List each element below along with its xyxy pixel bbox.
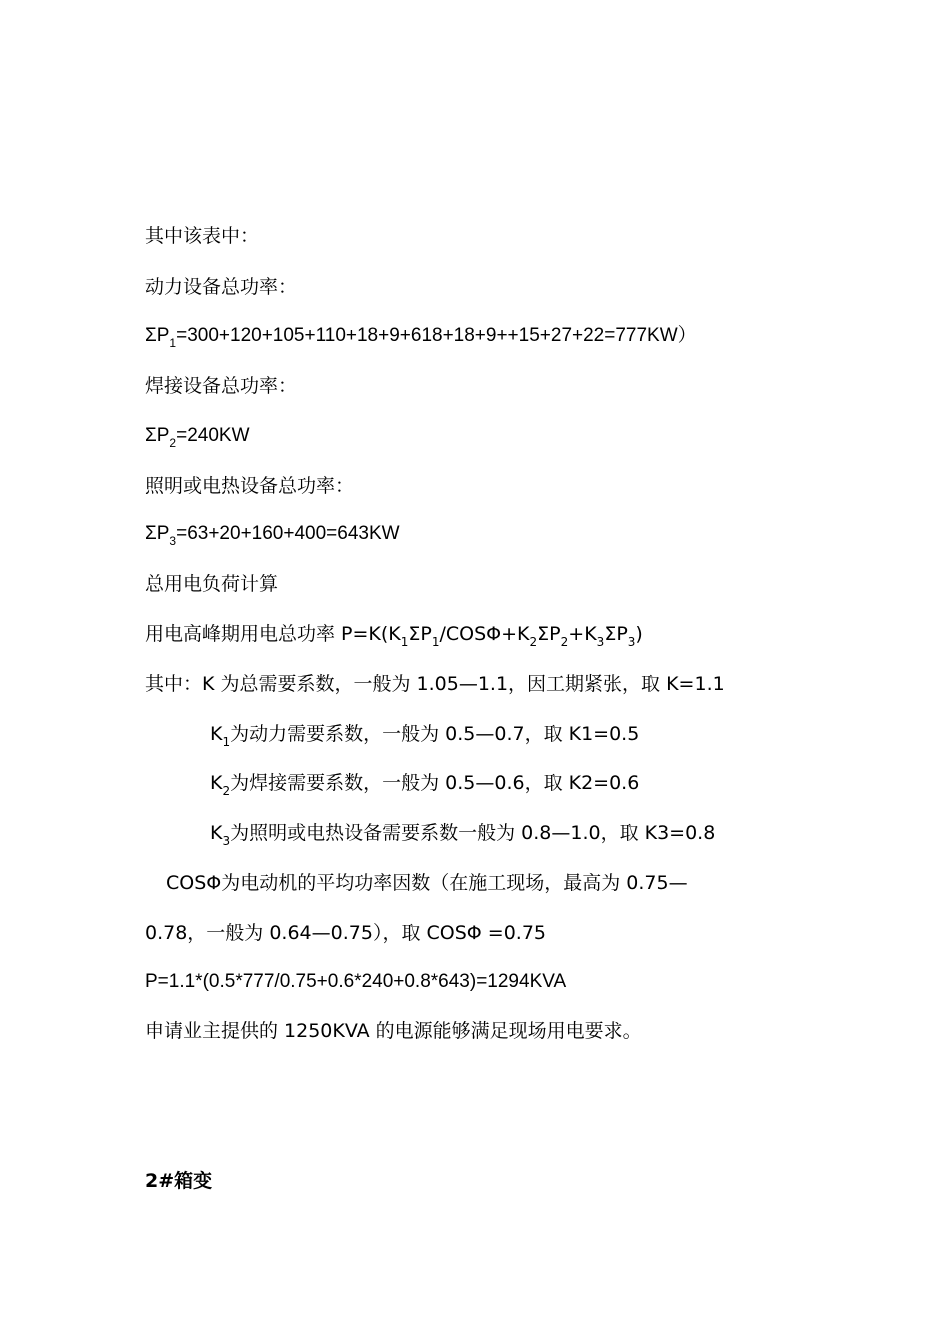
text-line-conclusion: 申请业主提供的 1250KVA 的电源能够满足现场用电要求。 (145, 1020, 642, 1042)
text-line-k3-definition (210, 821, 715, 847)
total-power-c: /COSΦ+K (439, 623, 530, 645)
total-power-sub4: 2 (560, 635, 569, 649)
k2-symbol: K (210, 772, 223, 794)
total-power-b: ΣP (408, 623, 432, 645)
k3-text: 为照明或电热设备需要系数一般为 0.8—1.0，取 K3=0.8 (230, 822, 716, 844)
formula-sum-p2 (145, 424, 250, 449)
sum-p3-subscript: 3 (169, 534, 177, 548)
total-power-sub2: 1 (431, 635, 440, 649)
section-heading-2-box-transformer: 2#箱变 (145, 1170, 213, 1192)
k1-symbol: K (210, 723, 223, 745)
total-power-sub6: 3 (627, 635, 636, 649)
text-line-k-definition: 其中：K 为总需要系数，一般为 1.05—1.1，因工期紧张，取 K=1.1 (145, 673, 725, 695)
text-line-k2-definition (210, 771, 639, 797)
text-line-k1-definition (210, 722, 639, 748)
sum-p1-subscript: 1 (169, 336, 177, 350)
total-power-g: ) (635, 623, 643, 645)
k1-subscript: 1 (222, 735, 231, 749)
total-power-sub1: 1 (400, 635, 409, 649)
total-power-sub3: 2 (529, 635, 538, 649)
total-power-a: 用电高峰期用电总功率 P=K(K (145, 623, 401, 645)
sum-p1-symbol: ΣP (145, 325, 170, 346)
formula-sum-p1 (145, 324, 697, 349)
k3-symbol: K (210, 822, 223, 844)
total-power-sub5: 3 (596, 635, 605, 649)
text-line-cos-continued: 0.78，一般为 0.64—0.75），取 COSΦ =0.75 (145, 922, 546, 944)
formula-result: P=1.1*(0.5*777/0.75+0.6*240+0.8*643)=1294KVA (145, 971, 567, 992)
text-line-intro: 其中该表中： (145, 225, 260, 247)
k2-subscript: 2 (222, 784, 231, 798)
text-line-welding-heading: 焊接设备总功率： (145, 375, 298, 397)
total-power-d: ΣP (537, 623, 561, 645)
sum-p3-expression: =63+20+160+400=643KW (176, 523, 400, 544)
k2-text: 为焊接需要系数，一般为 0.5—0.6，取 K2=0.6 (230, 772, 640, 794)
sum-p2-expression: =240KW (176, 425, 250, 446)
text-line-lighting-heading: 照明或电热设备总功率： (145, 475, 355, 497)
sum-p3-symbol: ΣP (145, 523, 170, 544)
formula-sum-p3 (145, 522, 400, 547)
text-line-power-heading: 动力设备总功率： (145, 276, 298, 298)
text-line-cos-definition: COSΦ为电动机的平均功率因数（在施工现场，最高为 0.75— (166, 872, 688, 894)
formula-total-power (145, 622, 643, 648)
k1-text: 为动力需要系数，一般为 0.5—0.7，取 K1=0.5 (230, 723, 640, 745)
total-power-f: ΣP (604, 623, 628, 645)
k3-subscript: 3 (222, 834, 231, 848)
text-line-total-load-heading: 总用电负荷计算 (145, 573, 279, 595)
total-power-e: +K (568, 623, 597, 645)
sum-p2-subscript: 2 (169, 436, 177, 450)
sum-p2-symbol: ΣP (145, 425, 170, 446)
sum-p1-expression: =300+120+105+110+18+9+618+18+9++15+27+22=777KW） (176, 325, 697, 346)
